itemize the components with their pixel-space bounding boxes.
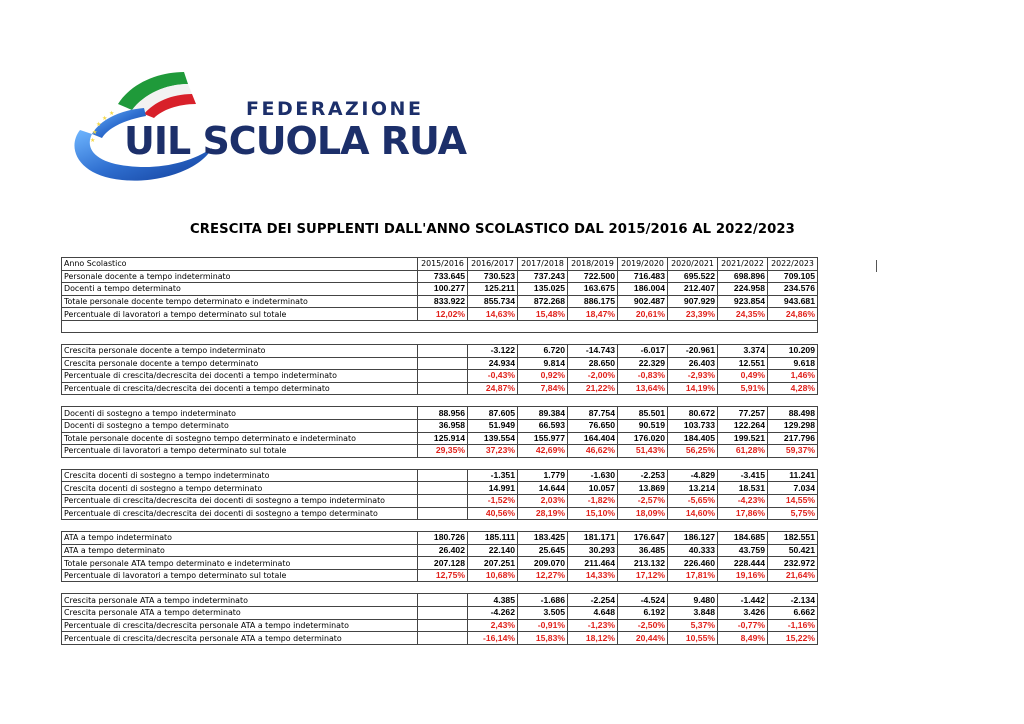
value-cell: 14,60% [668,507,718,520]
value-cell: -0,83% [618,370,668,383]
value-cell: 76.650 [568,419,618,432]
value-cell: 14.644 [518,482,568,495]
value-cell: 30.293 [568,544,618,557]
value-cell: 12,02% [418,308,468,321]
table-row [62,482,818,495]
table-row [62,532,818,545]
spacer-cell [62,457,818,469]
value-cell: 716.483 [618,270,668,283]
value-cell: 18,09% [618,507,668,520]
value-cell [418,482,468,495]
value-cell: 207.128 [418,557,468,570]
value-cell: 11.241 [768,469,818,482]
value-cell: 902.487 [618,295,668,308]
value-cell: 224.958 [718,283,768,296]
value-cell: 709.105 [768,270,818,283]
value-cell: 28.650 [568,357,618,370]
row-label-cell: Percentuale di crescita/decrescita dei docenti a tempo determinato [62,382,418,395]
row-label-cell: Percentuale di lavoratori a tempo determinato sul totale [62,445,418,458]
value-cell: 13.869 [618,482,668,495]
value-cell: 855.734 [468,295,518,308]
value-cell: 17,86% [718,507,768,520]
table-row [62,407,818,420]
value-cell: 176.647 [618,532,668,545]
value-cell: 737.243 [518,270,568,283]
page-title: CRESCITA DEI SUPPLENTI DALL'ANNO SCOLASTICO DAL 2015/2016 AL 2022/2023 [190,222,795,237]
value-cell: 80.672 [668,407,718,420]
header-year-cell: 2015/2016 [418,258,468,271]
value-cell: 185.111 [468,532,518,545]
header-year-cell: 2018/2019 [568,258,618,271]
value-cell: 234.576 [768,283,818,296]
table-row [62,544,818,557]
table-row [62,419,818,432]
value-cell: 22.140 [468,544,518,557]
value-cell: 15,22% [768,632,818,645]
value-cell: 3.505 [518,607,568,620]
row-label-cell: Crescita docenti di sostegno a tempo determinato [62,482,418,495]
value-cell: 182.551 [768,532,818,545]
value-cell: 3.426 [718,607,768,620]
value-cell: 90.519 [618,419,668,432]
value-cell: 9.814 [518,357,568,370]
value-cell: -4.829 [668,469,718,482]
value-cell: 28,19% [518,507,568,520]
value-cell: 66.593 [518,419,568,432]
value-cell: -3.415 [718,469,768,482]
value-cell: 21,22% [568,382,618,395]
value-cell: 6.192 [618,607,668,620]
header-year-cell: 2020/2021 [668,258,718,271]
value-cell [418,344,468,357]
table-row [62,594,818,607]
value-cell: 85.501 [618,407,668,420]
value-cell: 29,35% [418,445,468,458]
value-cell: 25.645 [518,544,568,557]
value-cell: 184.685 [718,532,768,545]
row-label-cell: Totale personale docente tempo determinato e indeterminato [62,295,418,308]
value-cell: 2,03% [518,494,568,507]
value-cell: 7.034 [768,482,818,495]
table-row [62,469,818,482]
row-label-cell: Percentuale di lavoratori a tempo determinato sul totale [62,569,418,582]
value-cell: 42,69% [518,445,568,458]
value-cell: -5,65% [668,494,718,507]
value-cell [418,382,468,395]
value-cell: 24.934 [468,357,518,370]
value-cell: 3.374 [718,344,768,357]
value-cell: 0,92% [518,370,568,383]
value-cell: 2,43% [468,619,518,632]
percentage-row [62,370,818,383]
value-cell: -4.524 [618,594,668,607]
value-cell: -1,23% [568,619,618,632]
spacer-row [62,520,818,532]
header-year-cell: 2019/2020 [618,258,668,271]
table-row [62,295,818,308]
value-cell: 14,63% [468,308,518,321]
header-year-cell: 2022/2023 [768,258,818,271]
row-label-cell: Percentuale di crescita/decrescita dei docenti a tempo indeterminato [62,370,418,383]
table-row [62,432,818,445]
value-cell: 125.914 [418,432,468,445]
value-cell: 722.500 [568,270,618,283]
value-cell: -3.122 [468,344,518,357]
value-cell: 209.070 [518,557,568,570]
value-cell: 36.958 [418,419,468,432]
svg-text:★: ★ [102,115,108,122]
value-cell: -14.743 [568,344,618,357]
value-cell: 18,12% [568,632,618,645]
value-cell: 10,68% [468,569,518,582]
value-cell: 199.521 [718,432,768,445]
value-cell: 155.977 [518,432,568,445]
value-cell: 77.257 [718,407,768,420]
value-cell: -4,23% [718,494,768,507]
header-year-cell: 2016/2017 [468,258,518,271]
value-cell: -6.017 [618,344,668,357]
value-cell: 87.605 [468,407,518,420]
row-label-cell: Crescita personale ATA a tempo determinato [62,607,418,620]
value-cell: 176.020 [618,432,668,445]
value-cell: 14,33% [568,569,618,582]
value-cell: 51,43% [618,445,668,458]
spacer-row [62,582,818,594]
value-cell: 163.675 [568,283,618,296]
value-cell: 8,49% [718,632,768,645]
spacer-cell [62,395,818,407]
value-cell: 212.407 [668,283,718,296]
spacer-row [62,457,818,469]
value-cell [418,607,468,620]
row-label-cell: Percentuale di crescita/decrescita personale ATA a tempo indeterminato [62,619,418,632]
svg-text:★: ★ [109,110,115,117]
table-row [62,270,818,283]
value-cell: 13.214 [668,482,718,495]
row-label-cell: Docenti a tempo determinato [62,283,418,296]
value-cell: 833.922 [418,295,468,308]
value-cell [418,357,468,370]
spacer-row [62,320,818,332]
svg-text:★: ★ [96,121,102,128]
value-cell: -2,93% [668,370,718,383]
value-cell: 10.057 [568,482,618,495]
value-cell: 40.333 [668,544,718,557]
value-cell: 103.733 [668,419,718,432]
value-cell: 20,61% [618,308,668,321]
value-cell: 733.645 [418,270,468,283]
value-cell [418,469,468,482]
value-cell: 100.277 [418,283,468,296]
row-label-cell: Percentuale di crescita/decrescita dei docenti di sostegno a tempo indeterminato [62,494,418,507]
value-cell: 17,12% [618,569,668,582]
value-cell: 9.480 [668,594,718,607]
value-cell: -2.134 [768,594,818,607]
value-cell: 213.132 [618,557,668,570]
header-year-cell: 2021/2022 [718,258,768,271]
value-cell: 40,56% [468,507,518,520]
value-cell: 923.854 [718,295,768,308]
value-cell: 14,55% [768,494,818,507]
value-cell: -2,57% [618,494,668,507]
table-row [62,357,818,370]
value-cell [418,494,468,507]
value-cell: 15,83% [518,632,568,645]
value-cell: 1.779 [518,469,568,482]
row-label-cell: Docenti di sostegno a tempo determinato [62,419,418,432]
row-label-cell: Docenti di sostegno a tempo indeterminato [62,407,418,420]
value-cell: 87.754 [568,407,618,420]
value-cell: 18,47% [568,308,618,321]
value-cell: 43.759 [718,544,768,557]
row-label-cell: Crescita personale docente a tempo indeterminato [62,344,418,357]
value-cell: 88.956 [418,407,468,420]
table-row [62,557,818,570]
spacer-cell [62,582,818,594]
value-cell: 15,48% [518,308,568,321]
value-cell: 4.648 [568,607,618,620]
value-cell: 26.403 [668,357,718,370]
value-cell: -1.686 [518,594,568,607]
value-cell: 46,62% [568,445,618,458]
value-cell: 89.384 [518,407,568,420]
value-cell: 730.523 [468,270,518,283]
value-cell: 36.485 [618,544,668,557]
value-cell: 26.402 [418,544,468,557]
value-cell: 1,46% [768,370,818,383]
value-cell: 872.268 [518,295,568,308]
value-cell [418,632,468,645]
row-label-cell: Totale personale ATA tempo determinato e indeterminato [62,557,418,570]
value-cell: 232.972 [768,557,818,570]
value-cell: 4.385 [468,594,518,607]
value-cell: 886.175 [568,295,618,308]
value-cell: -0,77% [718,619,768,632]
spacer-row [62,332,818,344]
value-cell: 23,39% [668,308,718,321]
value-cell: 4,28% [768,382,818,395]
value-cell: 186.004 [618,283,668,296]
value-cell: 695.522 [668,270,718,283]
logo-federazione-text: FEDERAZIONE [246,98,424,120]
value-cell: 228.444 [718,557,768,570]
value-cell: 943.681 [768,295,818,308]
table-row [62,344,818,357]
value-cell: 19,16% [718,569,768,582]
value-cell: 6.662 [768,607,818,620]
value-cell: 226.460 [668,557,718,570]
value-cell: 24,35% [718,308,768,321]
percentage-row [62,494,818,507]
value-cell: 211.464 [568,557,618,570]
value-cell: -2,50% [618,619,668,632]
value-cell: 37,23% [468,445,518,458]
header-year-cell: 2017/2018 [518,258,568,271]
svg-text:★: ★ [90,137,96,144]
value-cell: -1.630 [568,469,618,482]
value-cell: 3.848 [668,607,718,620]
value-cell: 164.404 [568,432,618,445]
value-cell [418,370,468,383]
percentage-row [62,507,818,520]
value-cell: 15,10% [568,507,618,520]
spacer-cell [62,332,818,344]
value-cell: 14,19% [668,382,718,395]
value-cell: 186.127 [668,532,718,545]
value-cell: 184.405 [668,432,718,445]
value-cell: 51.949 [468,419,518,432]
value-cell: 12.551 [718,357,768,370]
value-cell: 7,84% [518,382,568,395]
value-cell [418,619,468,632]
value-cell: 10,55% [668,632,718,645]
spacer-cell [62,520,818,532]
row-label-cell: Crescita docenti di sostegno a tempo indeterminato [62,469,418,482]
value-cell: 183.425 [518,532,568,545]
value-cell: -4.262 [468,607,518,620]
value-cell: 181.171 [568,532,618,545]
row-label-cell: Totale personale docente di sostegno tempo determinato e indeterminato [62,432,418,445]
value-cell: 5,91% [718,382,768,395]
percentage-row [62,619,818,632]
row-label-cell: Percentuale di lavoratori a tempo determinato sul totale [62,308,418,321]
spacer-row [62,395,818,407]
value-cell: -20.961 [668,344,718,357]
svg-text:★: ★ [92,129,98,136]
value-cell: 907.929 [668,295,718,308]
percentage-row [62,569,818,582]
value-cell: 88.498 [768,407,818,420]
value-cell: 61,28% [718,445,768,458]
value-cell: 125.211 [468,283,518,296]
value-cell: 20,44% [618,632,668,645]
value-cell: 17,81% [668,569,718,582]
row-label-cell: Percentuale di crescita/decrescita personale ATA a tempo determinato [62,632,418,645]
value-cell: 0,49% [718,370,768,383]
value-cell: 129.298 [768,419,818,432]
value-cell: 698.896 [718,270,768,283]
value-cell: 14.991 [468,482,518,495]
value-cell: 22.329 [618,357,668,370]
table-header-row [62,258,818,271]
value-cell: -1.442 [718,594,768,607]
row-label-cell: Percentuale di crescita/decrescita dei docenti di sostegno a tempo determinato [62,507,418,520]
value-cell: -2.254 [568,594,618,607]
row-label-cell: Crescita personale ATA a tempo indeterminato [62,594,418,607]
value-cell: -1.351 [468,469,518,482]
row-label-cell: Crescita personale docente a tempo determinato [62,357,418,370]
value-cell: 135.025 [518,283,568,296]
supplenti-table [61,257,818,645]
value-cell: 122.264 [718,419,768,432]
table-row [62,607,818,620]
value-cell [418,594,468,607]
value-cell: 12,75% [418,569,468,582]
value-cell: -0,43% [468,370,518,383]
value-cell: -2,00% [568,370,618,383]
spacer-cell [62,320,818,332]
row-label-cell: Personale docente a tempo indeterminato [62,270,418,283]
value-cell: 139.554 [468,432,518,445]
value-cell: 12,27% [518,569,568,582]
value-cell: 50.421 [768,544,818,557]
logo-uil-scuola-rua-text: UIL SCUOLA RUA [124,119,467,163]
percentage-row [62,308,818,321]
value-cell: 18.531 [718,482,768,495]
value-cell: 56,25% [668,445,718,458]
value-cell: -1,82% [568,494,618,507]
value-cell: 21,64% [768,569,818,582]
value-cell: 10.209 [768,344,818,357]
table-row [62,283,818,296]
header-label-cell: Anno Scolastico [62,258,418,271]
text-cursor [876,260,877,272]
value-cell: 24,87% [468,382,518,395]
value-cell: -1,52% [468,494,518,507]
value-cell: 180.726 [418,532,468,545]
value-cell: 13,64% [618,382,668,395]
value-cell: -1,16% [768,619,818,632]
value-cell: 5,37% [668,619,718,632]
row-label-cell: ATA a tempo indeterminato [62,532,418,545]
percentage-row [62,445,818,458]
uil-logo [62,68,467,186]
value-cell: -2.253 [618,469,668,482]
value-cell: 217.796 [768,432,818,445]
percentage-row [62,382,818,395]
value-cell: 59,37% [768,445,818,458]
value-cell: 5,75% [768,507,818,520]
value-cell: -16,14% [468,632,518,645]
percentage-row [62,632,818,645]
value-cell [418,507,468,520]
value-cell: 9.618 [768,357,818,370]
value-cell: 6.720 [518,344,568,357]
value-cell: 207.251 [468,557,518,570]
value-cell: 24,86% [768,308,818,321]
value-cell: -0,91% [518,619,568,632]
row-label-cell: ATA a tempo determinato [62,544,418,557]
